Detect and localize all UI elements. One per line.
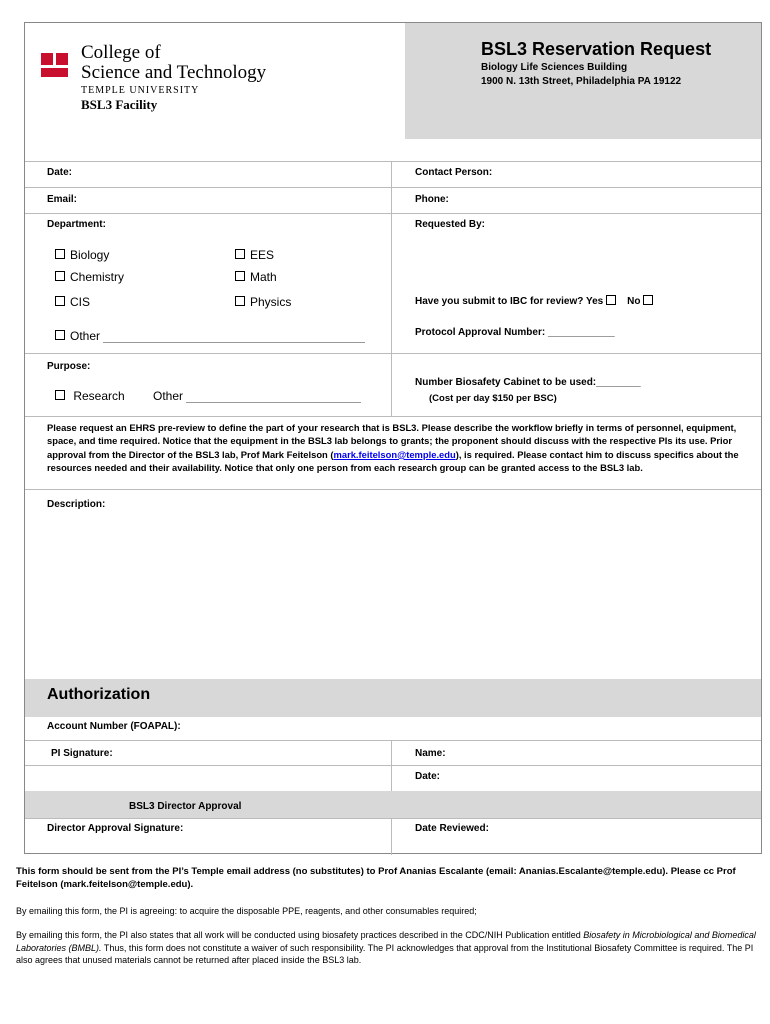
biosafety-statement: By emailing this form, the PI also states that all work will be conducted using biosafety practices described in the CDC/NIH Publication entitled Biosafety in Microbiological and Biomedical Laboratories (BMBL). Thus, this form does not constitute a waiver of such responsibility. The PI acknowledges that approval from the Institutional Biosafety Committee is required. The PI also agrees that unused materials cannot be returned after placed inside the BSL3 lab. [16,930,756,965]
description-label: Description: [47,499,106,510]
director-approval-title: BSL3 Director Approval [129,801,242,812]
agreement-line: By emailing this form, the PI is agreeing: to acquire the disposable PPE, reagents, and other consumables required; [16,906,477,916]
purpose-research-checkbox[interactable]: Research [55,389,125,403]
logo-line-4: BSL3 Facility [81,97,158,112]
ibc-question: Have you submit to IBC for review? Yes No [415,295,653,307]
address-line-2: 1900 N. 13th Street, Philadelphia PA 19122 [481,76,682,87]
purpose-label: Purpose: [47,361,91,372]
requested-by-label: Requested By: [415,219,486,230]
date-label: Date: [47,167,73,178]
temple-logo-icon [41,53,69,79]
date-label-auth[interactable]: Date: [415,771,441,782]
cabinet-number-label[interactable]: Number Biosafety Cabinet to be used:________ [415,377,641,388]
director-signature-label[interactable]: Director Approval Signature: [47,823,184,834]
department-label: Department: [47,219,106,230]
dept-chemistry-checkbox[interactable]: Chemistry [55,270,124,284]
contact-person-label: Contact Person: [415,167,493,178]
dept-other-field[interactable] [103,342,365,343]
purpose-other-field[interactable] [186,402,361,403]
dept-other-checkbox[interactable]: Other [55,329,365,343]
logo-line-3: TEMPLE UNIVERSITY [81,85,200,96]
dept-ees-checkbox[interactable]: EES [235,248,274,262]
ibc-no-checkbox[interactable] [643,295,653,305]
email-label: Email: [47,194,78,205]
logo-line-2: Science and Technology [81,62,267,83]
dept-physics-checkbox[interactable]: Physics [235,295,291,309]
form-header [25,23,761,139]
protocol-number-label[interactable]: Protocol Approval Number: ____________ [415,327,615,338]
reservation-form [24,22,762,854]
pi-signature-label[interactable]: PI Signature: [51,748,113,759]
instructions-paragraph: Please request an EHRS pre-review to define the part of your research that is BSL3. Please describe the workflow briefly in terms of personnel, equipment, space, and time required. Notice that the equipment in the BSL3 lab belongs to grants; the proponent should discuss with the respective PIs its use. Prior approval from the Director of the BSL3 lab, Prof Mark Feitelson (mark.feitelson@temple.edu), is required. Please contact him to discuss specifics about the resources needed and their availability. Notice that only one person from each research group can be granted access to the BSL3 lab. [47,422,739,474]
cabinet-cost-note: (Cost per day $150 per BSC) [429,393,557,404]
purpose-other-option[interactable]: Other [153,389,361,403]
authorization-title: Authorization [47,686,151,703]
description-area[interactable] [25,489,761,679]
send-instructions: This form should be sent from the PI’s Temple email address (no substitutes) to Prof Ananias Escalante (email: Ananias.Escalante@temple.edu). Please cc Prof Feitelson (mark.feitelson@temple.edu). [16,866,736,890]
name-label[interactable]: Name: [415,748,446,759]
address-line-1: Biology Life Sciences Building [481,62,628,73]
ibc-yes-checkbox[interactable] [606,295,616,305]
dept-math-checkbox[interactable]: Math [235,270,277,284]
feitelson-email-link[interactable]: mark.feitelson@temple.edu [333,448,456,460]
form-title: BSL3 Reservation Request [481,39,712,59]
date-reviewed-label[interactable]: Date Reviewed: [415,823,489,834]
phone-label: Phone: [415,194,449,205]
account-number-label[interactable]: Account Number (FOAPAL): [47,721,181,732]
dept-cis-checkbox[interactable]: CIS [55,295,90,309]
dept-biology-checkbox[interactable]: Biology [55,248,109,262]
logo-line-1: College of [81,42,161,63]
